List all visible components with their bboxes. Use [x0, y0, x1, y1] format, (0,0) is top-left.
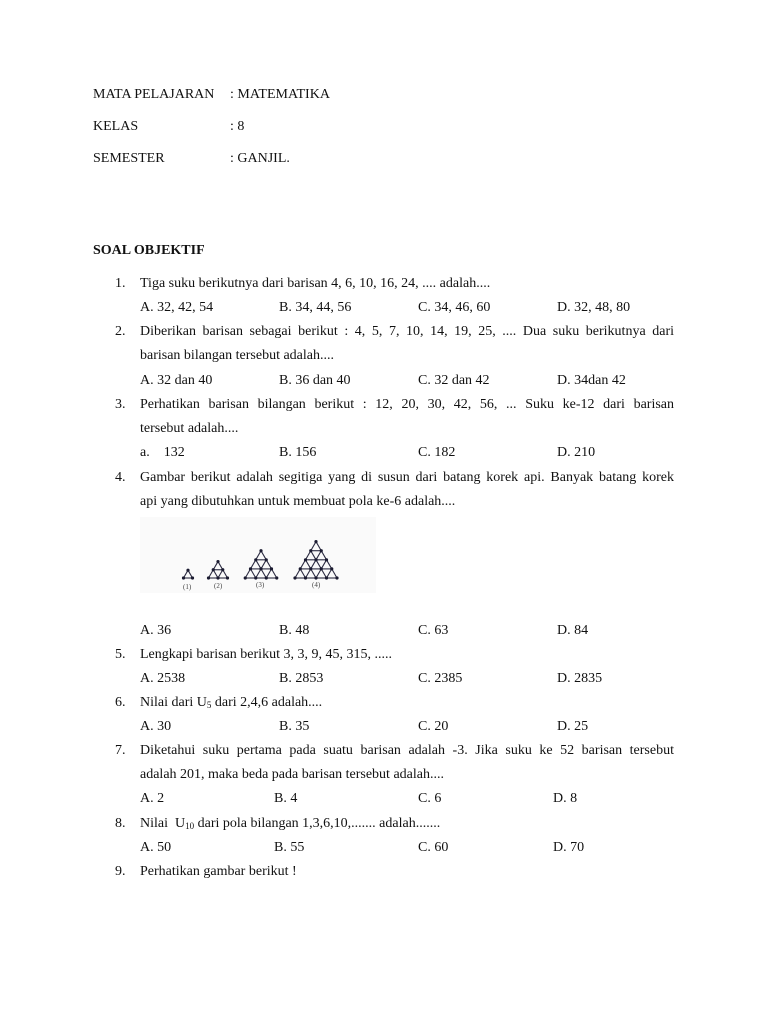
option-d: D. 32, 48, 80	[557, 300, 631, 315]
option-c: C. 63	[418, 623, 449, 638]
question-text: Perhatikan barisan bilangan berikut : 12, 20, 30, 42, 56, ... Suku ke-12 dari barisan	[140, 397, 674, 412]
question-text-cont: tersebut adalah....	[140, 421, 239, 436]
option-b: B. 48	[279, 623, 310, 638]
option-c: C. 60	[418, 840, 449, 855]
option-a: A. 50	[140, 840, 172, 855]
semester-label: SEMESTER	[93, 151, 165, 166]
question-number: 5.	[115, 647, 126, 662]
option-c: C. 20	[418, 719, 449, 734]
figure-label-2: (2)	[214, 582, 223, 590]
class-value: : 8	[230, 119, 245, 134]
option-c: C. 34, 46, 60	[418, 300, 491, 315]
subject-value: : MATEMATIKA	[230, 87, 330, 102]
figure-label-1: (1)	[183, 583, 192, 591]
section-title: SOAL OBJEKTIF	[93, 243, 205, 258]
question-number: 6.	[115, 695, 126, 710]
class-label: KELAS	[93, 119, 139, 134]
option-b: B. 156	[279, 445, 317, 460]
option-b: B. 4	[274, 791, 298, 806]
option-a: A. 36	[140, 623, 172, 638]
question-number: 1.	[115, 276, 126, 291]
option-a: A. 2538	[140, 671, 186, 686]
subject-label: MATA PELAJARAN	[93, 87, 215, 102]
question-number: 2.	[115, 324, 126, 339]
option-c: C. 182	[418, 445, 456, 460]
question-number: 7.	[115, 743, 126, 758]
option-d: D. 210	[557, 445, 596, 460]
question-text: Diberikan barisan sebagai berikut : 4, 5, 7, 10, 14, 19, 25, .... Dua suku berikutnya dari	[140, 324, 674, 339]
option-c: C. 2385	[418, 671, 463, 686]
option-c: C. 32 dan 42	[418, 373, 490, 388]
option-a: A. 2	[140, 791, 165, 806]
question-text: Lengkapi barisan berikut 3, 3, 9, 45, 315, .....	[140, 647, 392, 662]
option-d: D. 2835	[557, 671, 603, 686]
option-d: D. 70	[553, 840, 585, 855]
option-b: B. 35	[279, 719, 310, 734]
option-a: a. 132	[140, 445, 185, 460]
figure-label-3: (3)	[256, 581, 265, 589]
question-text: Nilai $U_{10}$ dari pola bilangan 1,3,6,10,....... adalah.......	[140, 816, 441, 831]
question-number: 4.	[115, 470, 126, 485]
figure-label-4: (4)	[312, 581, 321, 589]
option-d: D. 25	[557, 719, 589, 734]
option-a: A. 32, 42, 54	[140, 300, 214, 315]
option-b: B. 55	[274, 840, 305, 855]
question-text-cont: adalah 201, maka beda pada barisan tersebut adalah....	[140, 767, 444, 782]
option-d: D. 8	[553, 791, 578, 806]
option-b: B. 34, 44, 56	[279, 300, 352, 315]
question-text: Tiga suku berikutnya dari barisan 4, 6, 10, 16, 24, .... adalah....	[140, 276, 491, 291]
option-d: D. 34dan 42	[557, 373, 626, 388]
question-text: Diketahui suku pertama pada suatu barisan adalah -3. Jika suku ke 52 barisan tersebut	[140, 743, 674, 758]
question-text: Nilai dari $U_5$ dari 2,4,6 adalah....	[140, 695, 323, 710]
question-number: 8.	[115, 816, 126, 831]
question-text-cont: barisan bilangan tersebut adalah....	[140, 348, 334, 363]
option-a: A. 30	[140, 719, 172, 734]
option-b: B. 36 dan 40	[279, 373, 351, 388]
option-b: B. 2853	[279, 671, 324, 686]
question-text: Gambar berikut adalah segitiga yang di susun dari batang korek api. Banyak batang korek	[140, 470, 674, 485]
option-a: A. 32 dan 40	[140, 373, 213, 388]
option-d: D. 84	[557, 623, 589, 638]
semester-value: : GANJIL.	[230, 151, 290, 166]
matchstick-triangles-figure	[140, 517, 376, 593]
option-c: C. 6	[418, 791, 442, 806]
question-text: Perhatikan gambar berikut !	[140, 864, 297, 879]
question-number: 3.	[115, 397, 126, 412]
question-text-cont: api yang dibutuhkan untuk membuat pola ke-6 adalah....	[140, 494, 456, 509]
question-number: 9.	[115, 864, 126, 879]
